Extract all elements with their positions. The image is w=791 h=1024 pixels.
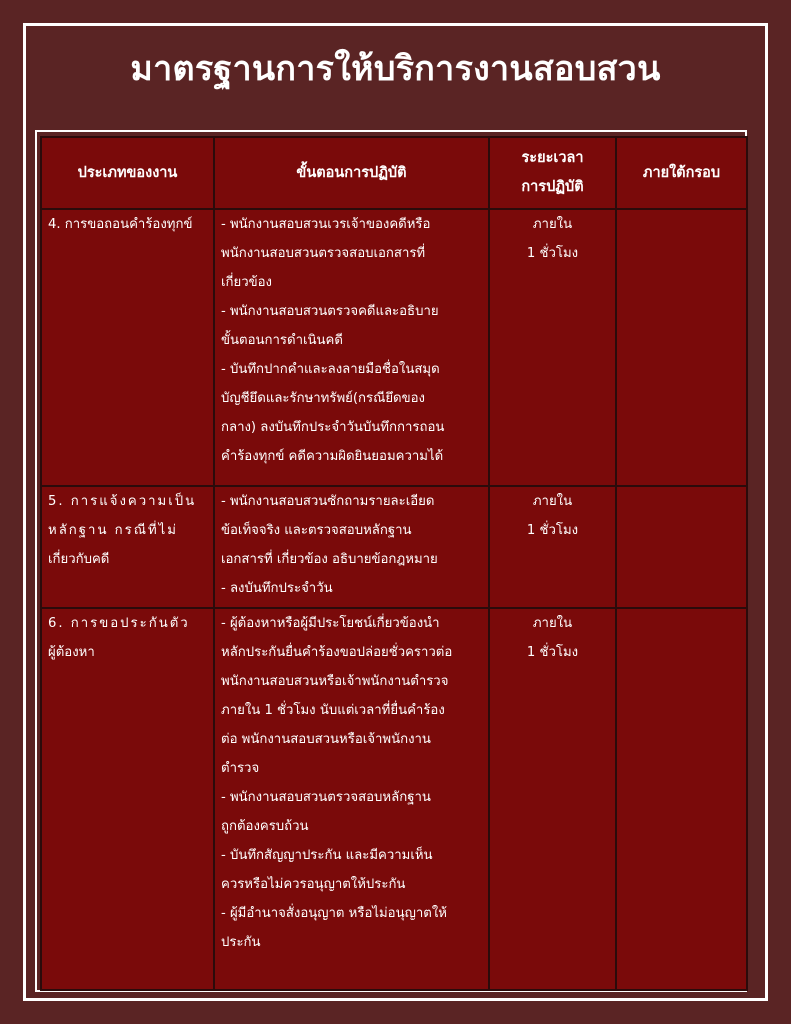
row-time bbox=[489, 209, 616, 486]
row-type bbox=[41, 608, 214, 990]
step-line: ตำรวจ bbox=[221, 761, 260, 776]
type-line: เกี่ยวกับคดี bbox=[48, 552, 110, 567]
step-line: - พนักงานสอบสวนเวรเจ้าของคดีหรือ bbox=[221, 217, 431, 232]
table-header-row bbox=[41, 137, 747, 209]
time-line1: ภายใน bbox=[532, 616, 573, 631]
time-line2: 1 ชั่วโมง bbox=[526, 246, 579, 261]
step-line: เอกสารที่ เกี่ยวข้อง อธิบายข้อกฎหมาย bbox=[221, 552, 438, 567]
row-steps bbox=[214, 486, 489, 608]
row-steps bbox=[214, 209, 489, 486]
step-line: พนักงานสอบสวนตรวจสอบเอกสารที่ bbox=[221, 246, 426, 261]
time-line1: ภายใน bbox=[532, 494, 573, 509]
step-line: - ลงบันทึกประจำวัน bbox=[221, 581, 333, 596]
time-line1: ภายใน bbox=[532, 217, 573, 232]
step-line: พนักงานสอบสวนหรือเจ้าพนักงานตำรวจ bbox=[221, 674, 449, 689]
step-line: ภายใน 1 ชั่วโมง นับแต่เวลาที่ยื่นคำร้อง bbox=[221, 703, 445, 718]
step-line: ข้อเท็จจริง และตรวจสอบหลักฐาน bbox=[221, 523, 412, 538]
row-under bbox=[616, 608, 747, 990]
step-line: - พนักงานสอบสวนตรวจคดีและอธิบาย bbox=[221, 304, 439, 319]
row-time bbox=[489, 486, 616, 608]
step-line: เกี่ยวข้อง bbox=[221, 275, 272, 290]
page-title: มาตรฐานการให้บริการงานสอบสวน bbox=[130, 49, 661, 89]
header-time bbox=[489, 137, 616, 209]
type-line: 6. การขอประกันตัว bbox=[48, 616, 190, 631]
step-line: - บันทึกสัญญาประกัน และมีความเห็น bbox=[221, 848, 433, 863]
step-line: - บันทึกปากคำและลงลายมือชื่อในสมุด bbox=[221, 362, 440, 377]
step-line: - พนักงานสอบสวนตรวจสอบหลักฐาน bbox=[221, 790, 431, 805]
step-line: หลักประกันยื่นคำร้องขอปล่อยชั่วคราวต่อ bbox=[221, 645, 453, 660]
row-under bbox=[616, 209, 747, 486]
step-line: บัญชียึดและรักษาทรัพย์(กรณียึดของ bbox=[221, 391, 425, 406]
row-type: 4. การขอถอนคำร้องทุกข์ bbox=[41, 209, 214, 486]
step-line: ควรหรือไม่ควรอนุญาตให้ประกัน bbox=[221, 877, 406, 892]
step-line: ต่อ พนักงานสอบสวนหรือเจ้าพนักงาน bbox=[221, 732, 431, 747]
table-row bbox=[41, 608, 747, 990]
type-line: หลักฐาน กรณีที่ไม่ bbox=[48, 523, 178, 538]
step-line: - ผู้ต้องหาหรือผู้มีประโยชน์เกี่ยวข้องนำ bbox=[221, 616, 440, 631]
type-line: ผู้ต้องหา bbox=[48, 645, 95, 660]
step-line: กลาง) ลงบันทึกประจำวันบันทึกการถอน bbox=[221, 420, 445, 435]
time-line2: 1 ชั่วโมง bbox=[526, 645, 579, 660]
row-under bbox=[616, 486, 747, 608]
row-time bbox=[489, 608, 616, 990]
header-steps: ขั้นตอนการปฏิบัติ bbox=[214, 137, 489, 209]
step-line: ขั้นตอนการดำเนินคดี bbox=[221, 333, 343, 348]
step-line: - ผู้มีอำนาจสั่งอนุญาต หรือไม่อนุญาตให้ bbox=[221, 906, 447, 921]
table-row bbox=[41, 486, 747, 608]
table-row bbox=[41, 209, 747, 486]
header-type: ประเภทของงาน bbox=[41, 137, 214, 209]
service-standard-table bbox=[40, 136, 748, 991]
step-line: ประกัน bbox=[221, 935, 261, 950]
header-under: ภายใต้กรอบ bbox=[616, 137, 747, 209]
step-line: คำร้องทุกข์ คดีความผิดยินยอมความได้ bbox=[221, 449, 444, 464]
type-line: 5. การแจ้งความเป็น bbox=[48, 494, 197, 509]
row-steps bbox=[214, 608, 489, 990]
header-time-line2: การปฏิบัติ bbox=[521, 179, 584, 195]
step-line: - พนักงานสอบสวนซักถามรายละเอียด bbox=[221, 494, 435, 509]
header-time-line1: ระยะเวลา bbox=[521, 150, 584, 166]
row-type bbox=[41, 486, 214, 608]
time-line2: 1 ชั่วโมง bbox=[526, 523, 579, 538]
step-line: ถูกต้องครบถ้วน bbox=[221, 819, 309, 834]
